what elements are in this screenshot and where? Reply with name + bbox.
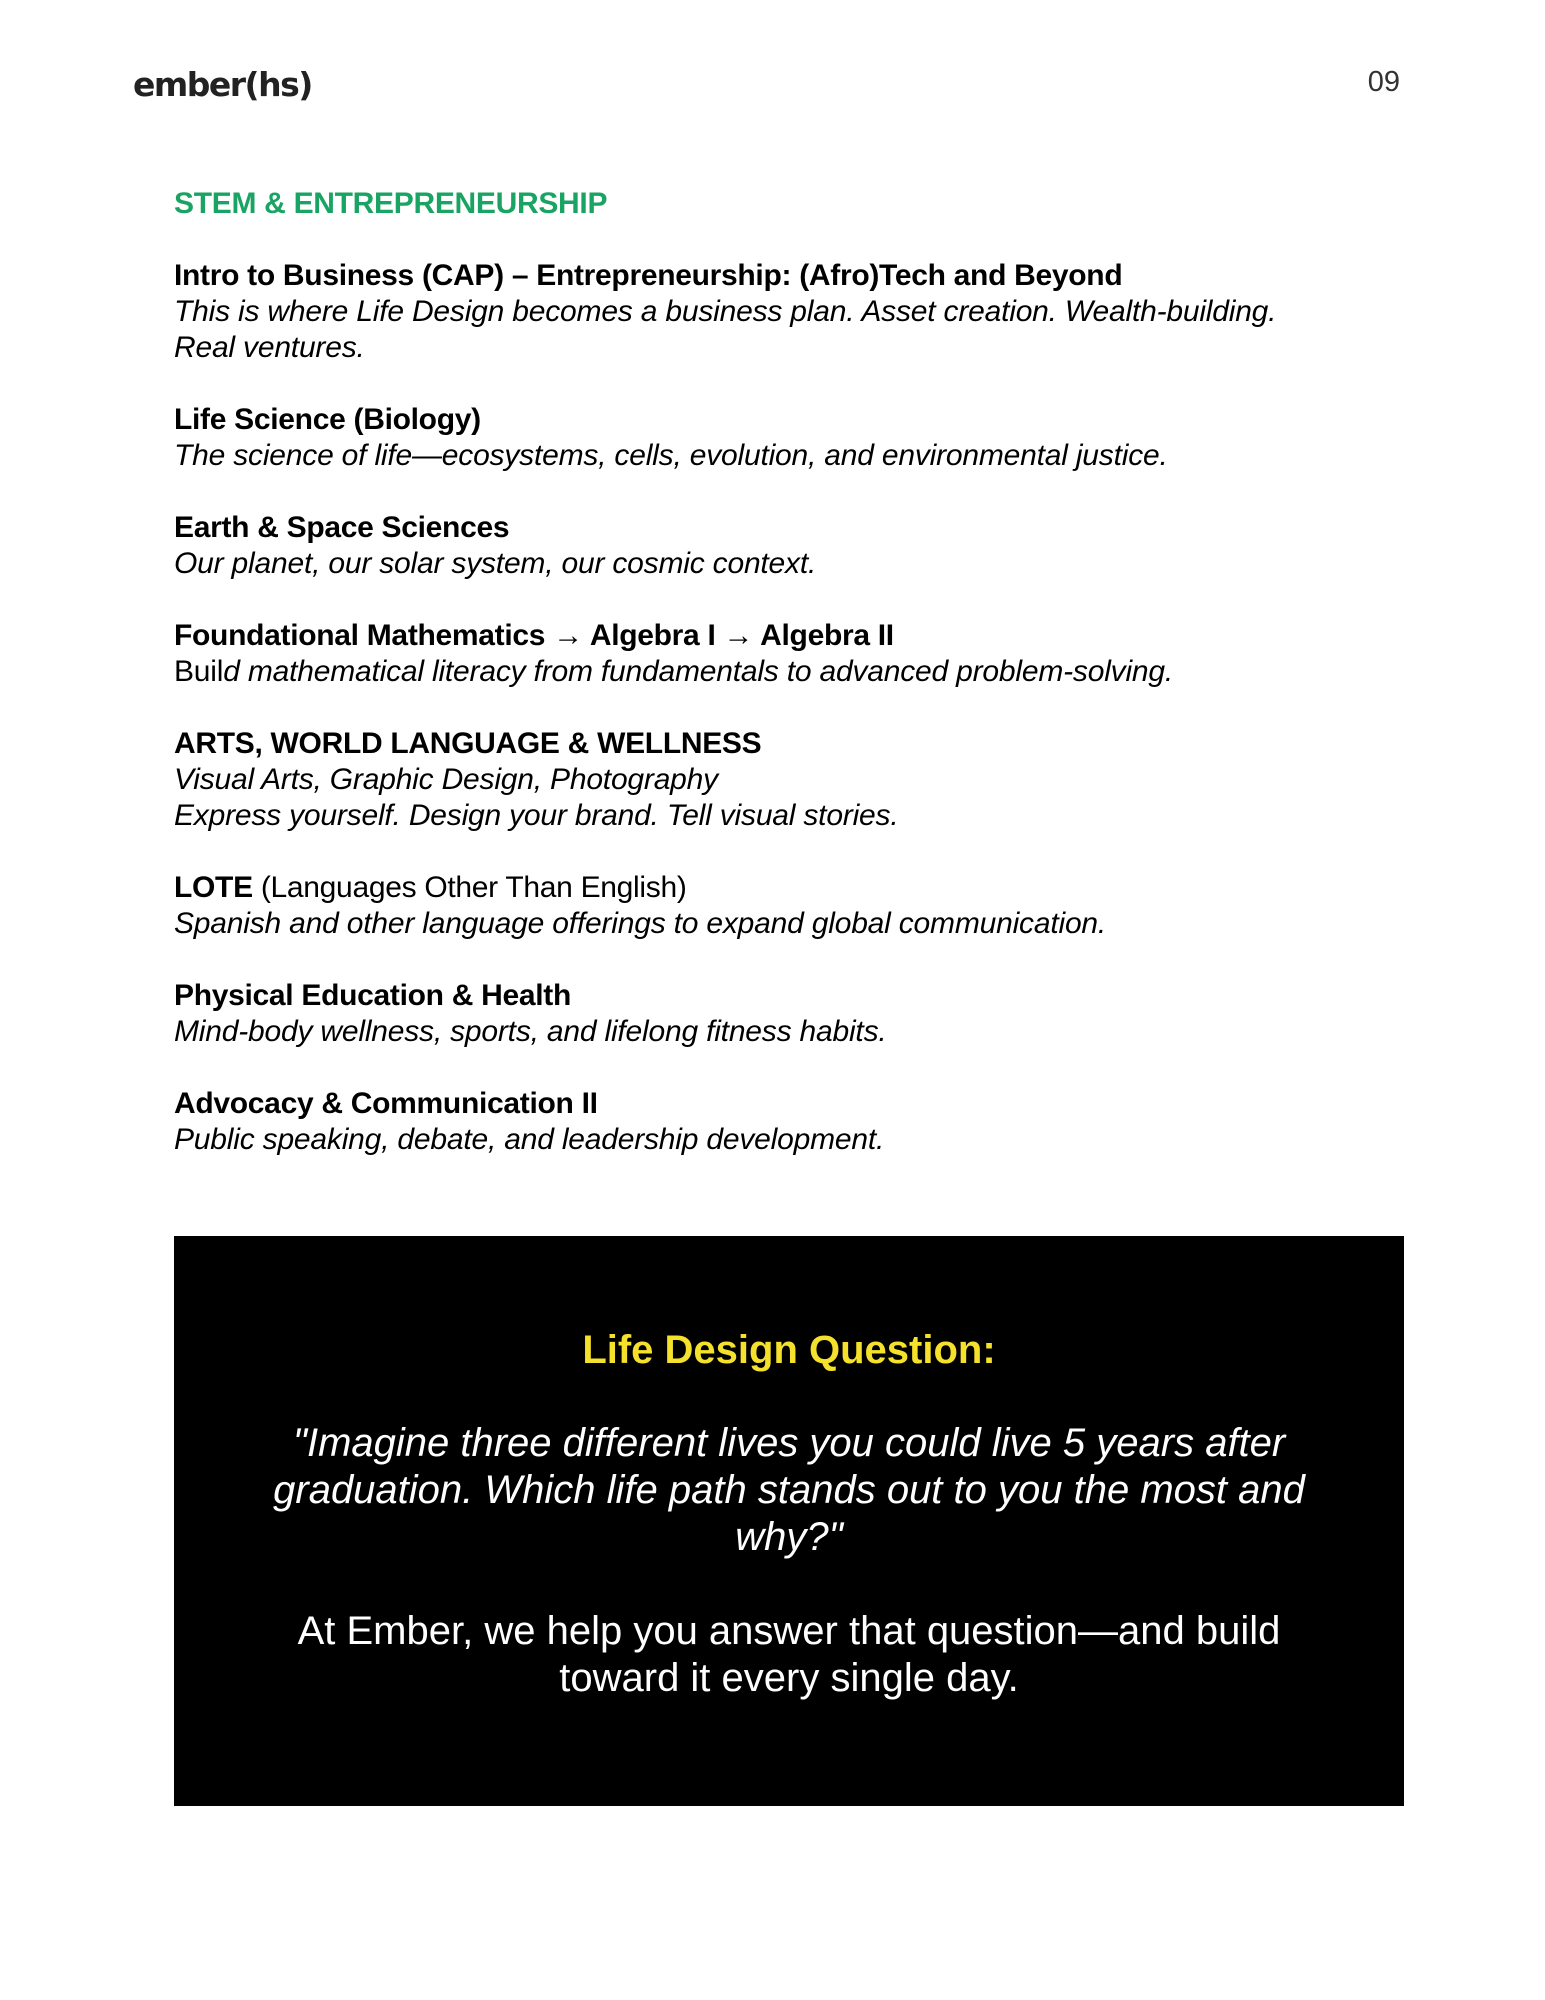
section-heading: STEM & ENTREPRENEURSHIP — [174, 187, 608, 220]
description-rest: d mathematical literacy from fundamentals to advanced problem-solving. — [223, 655, 1174, 688]
callout-content — [234, 1326, 1344, 1702]
course-title: Foundational Mathematics → Algebra I → Algebra II — [174, 619, 894, 652]
course-description: The science of life—ecosystems, cells, evolution, and environmental justice. — [174, 439, 1168, 472]
callout-quote: "Imagine three different lives you could live 5 years after graduation. Which life path stands out to you the most and why?" — [273, 1421, 1305, 1559]
course-title: Earth & Space Sciences — [174, 511, 510, 544]
course-physical-education — [174, 978, 1334, 1050]
life-design-callout — [174, 1236, 1404, 1806]
course-description-line-2: Express yourself. Design your brand. Tell visual stories. — [174, 799, 899, 832]
course-description: This is where Life Design becomes a business plan. Asset creation. Wealth-building. Real ventures. — [174, 295, 1277, 364]
course-description: Mind-body wellness, sports, and lifelong fitness habits. — [174, 1015, 887, 1048]
course-description-line-1: Visual Arts, Graphic Design, Photography — [174, 763, 718, 796]
course-arts-world-language-wellness — [174, 726, 1334, 834]
course-title-rest: (Languages Other Than English) — [252, 871, 687, 904]
course-description: Spanish and other language offerings to expand global communication. — [174, 907, 1107, 940]
course-title: Physical Education & Health — [174, 979, 572, 1012]
ember-hs-logo: ember(hs) — [133, 65, 312, 104]
course-advocacy-communication — [174, 1086, 1334, 1158]
course-title: ARTS, WORLD LANGUAGE & WELLNESS — [174, 727, 762, 760]
course-intro-to-business — [174, 258, 1334, 366]
course-description: Our planet, our solar system, our cosmic context. — [174, 547, 817, 580]
callout-closing: At Ember, we help you answer that question—and build toward it every single day. — [297, 1609, 1281, 1700]
course-mathematics — [174, 618, 1334, 690]
course-title: Life Science (Biology) — [174, 403, 481, 436]
page-number: 09 — [1367, 66, 1400, 98]
course-title — [174, 870, 1334, 906]
course-title: Intro to Business (CAP) – Entrepreneurship: (Afro)Tech and Beyond — [174, 259, 1123, 292]
course-life-science — [174, 402, 1334, 474]
description-lead: Buil — [174, 655, 224, 688]
course-title-bold: LOTE — [174, 871, 253, 904]
callout-heading: Life Design Question: — [582, 1328, 996, 1372]
course-description — [174, 654, 1334, 690]
course-title: Advocacy & Communication II — [174, 1087, 598, 1120]
course-earth-space-sciences — [174, 510, 1334, 582]
course-lote — [174, 870, 1334, 942]
course-description: Public speaking, debate, and leadership development. — [174, 1123, 885, 1156]
course-list — [174, 186, 1334, 1194]
